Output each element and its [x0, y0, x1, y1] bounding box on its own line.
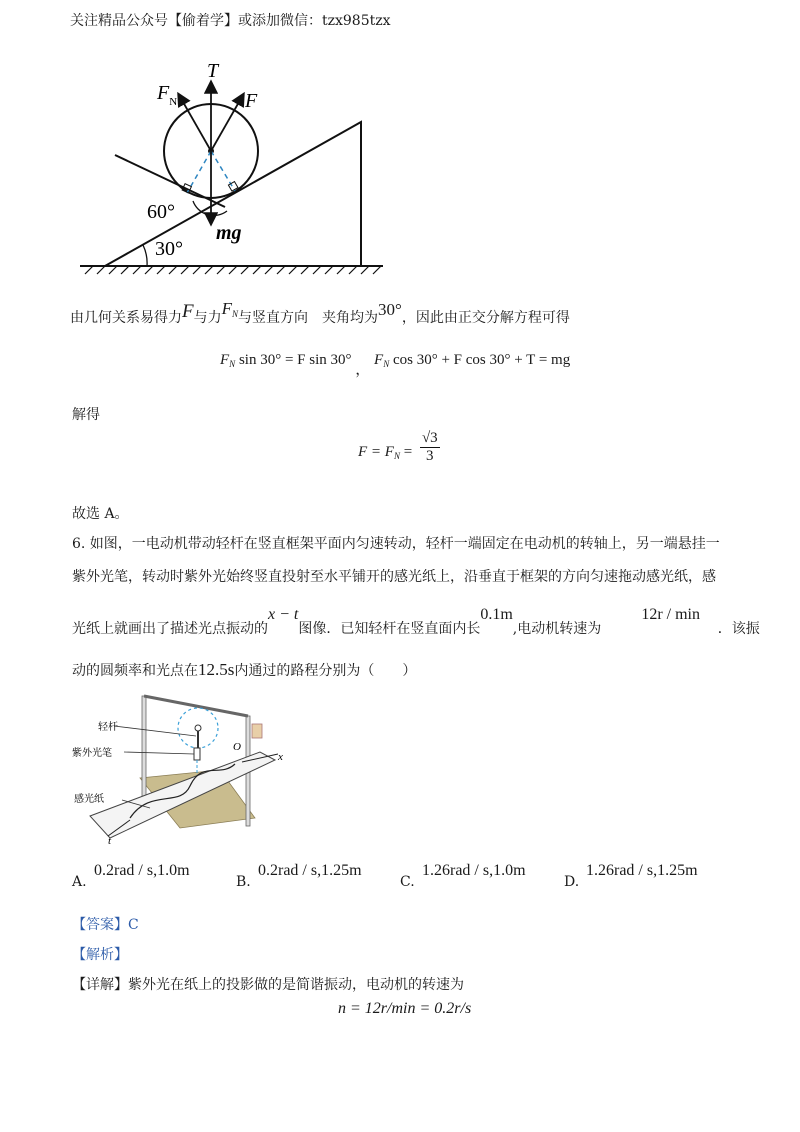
q6-time: 12.5s: [198, 660, 235, 679]
detail-line: 【详解】紫外光在纸上的投影做的是简谐振动，电动机的转速为: [72, 977, 464, 993]
eq1-separator: ，: [355, 362, 371, 378]
eq1-left-sub: N: [229, 359, 236, 369]
eq2-denominator: 3: [426, 448, 434, 464]
option-b-text: 0.2rad / s,1.25m: [258, 862, 362, 879]
page-header: 关注精品公众号【偷着学】或添加微信：tzx985tzx: [70, 13, 391, 29]
para1-text-2: 与力: [193, 310, 222, 326]
label-x: x: [278, 751, 283, 763]
rod-pivot: [195, 725, 201, 731]
label-paper: 感光纸: [74, 794, 104, 805]
option-a-letter: A.: [72, 874, 87, 890]
eq2-numerator: √3: [421, 430, 438, 446]
eq1-right-var: F: [374, 352, 384, 368]
equation-result: [358, 430, 440, 465]
option-d-letter: D.: [564, 874, 580, 890]
q6-line4-text-a: 动的圆频率和光点在: [72, 663, 198, 679]
q6-length: 0.1m: [480, 606, 513, 623]
q6-line3-text-b: 图像．已知轻杆在竖直面内长: [298, 621, 481, 637]
left-board: [115, 155, 225, 207]
para1-text-4: ，因此由正交分解方程可得: [401, 310, 570, 326]
q6-xt: x − t: [268, 606, 299, 623]
leader-pen: [124, 752, 194, 754]
q6-line3-text-a: 光纸上就画出了描述光点振动的: [72, 621, 268, 637]
option-c-letter: C.: [400, 874, 415, 890]
para1-angle: 30°: [378, 300, 402, 319]
incline-wedge: [105, 122, 361, 266]
solve-label: 解得: [72, 407, 100, 423]
option-a-text: 0.2rad / s,1.0m: [94, 862, 190, 879]
choose-answer: 故选 A。: [72, 506, 129, 522]
answer-line: 【答案】C: [72, 917, 139, 933]
q6-line2: 紫外光笔，转动时紫外光始终竖直投射至水平铺开的感光纸上，沿垂直于框架的方向匀速拖动感光纸，感: [72, 569, 716, 585]
q6-line4-text-b: 内通过的路程分别为（ ）: [234, 663, 417, 679]
option-b-letter: B.: [236, 874, 251, 890]
eq2-fraction: [420, 430, 440, 465]
q6-line4: [72, 660, 416, 680]
label-O: O: [233, 741, 241, 753]
motor: [252, 724, 262, 738]
label-F: F: [245, 90, 258, 112]
eq1-left-var: F: [220, 352, 230, 368]
eq1-left-expr: sin 30° = F sin 30°: [235, 352, 352, 368]
eq1-right-sub: N: [383, 359, 390, 369]
q6-speed: 12r / min: [641, 606, 700, 623]
angle-30-arc: [143, 245, 147, 266]
eq1-right-expr: cos 30° + F cos 30° + T = mg: [389, 352, 571, 368]
para1-var-F: F: [182, 301, 194, 322]
ground-hatching: [85, 266, 381, 274]
uv-pen: [194, 748, 200, 760]
equation-force-balance: [220, 348, 571, 378]
option-c-text: 1.26rad / s,1.0m: [422, 862, 526, 879]
incline-force-diagram: [75, 55, 395, 275]
para1-text-1: 由几何关系易得力: [70, 310, 182, 326]
label-t: t: [108, 835, 112, 847]
para1-var-FN-sub: N: [232, 309, 239, 319]
q6-line3-text-d: ．该振: [717, 621, 760, 637]
uv-pen-apparatus-diagram: [70, 688, 290, 848]
para1-text-3: 与竖直方向 夹角均为: [238, 310, 379, 326]
label-mg: mg: [216, 222, 242, 244]
q6-line3: [72, 604, 760, 637]
label-pen: 紫外光笔: [72, 748, 112, 759]
analysis-label: 【解析】: [72, 947, 128, 963]
options-row: [72, 862, 752, 896]
frame-top: [144, 696, 248, 716]
leader-rod: [114, 726, 196, 736]
label-60: 60°: [147, 201, 175, 223]
eq2-lhs-sub: N: [393, 451, 400, 461]
q6-line3-text-c: ,电动机转速为: [512, 621, 602, 637]
para1-var-FN: F: [221, 299, 232, 318]
label-FN: $F_N$: [157, 82, 178, 108]
eq2-eqsign: =: [399, 444, 413, 460]
label-T: T: [207, 60, 219, 82]
dashed-normal-right: [211, 151, 235, 191]
q6-line1: 6. 如图，一电动机带动轻杆在竖直框架平面内匀速转动，轻杆一端固定在电动机的转轴上，另一端悬挂一: [72, 536, 720, 552]
frame-post-left: [142, 696, 146, 796]
label-rod: 轻杆: [98, 722, 118, 733]
label-30: 30°: [155, 238, 183, 260]
option-d-text: 1.26rad / s,1.25m: [586, 862, 698, 879]
geometry-paragraph: [70, 299, 570, 328]
equation-rotation-speed: n = 12r/min = 0.2r/s: [338, 1000, 472, 1017]
eq2-lhs: F = F: [358, 444, 394, 460]
